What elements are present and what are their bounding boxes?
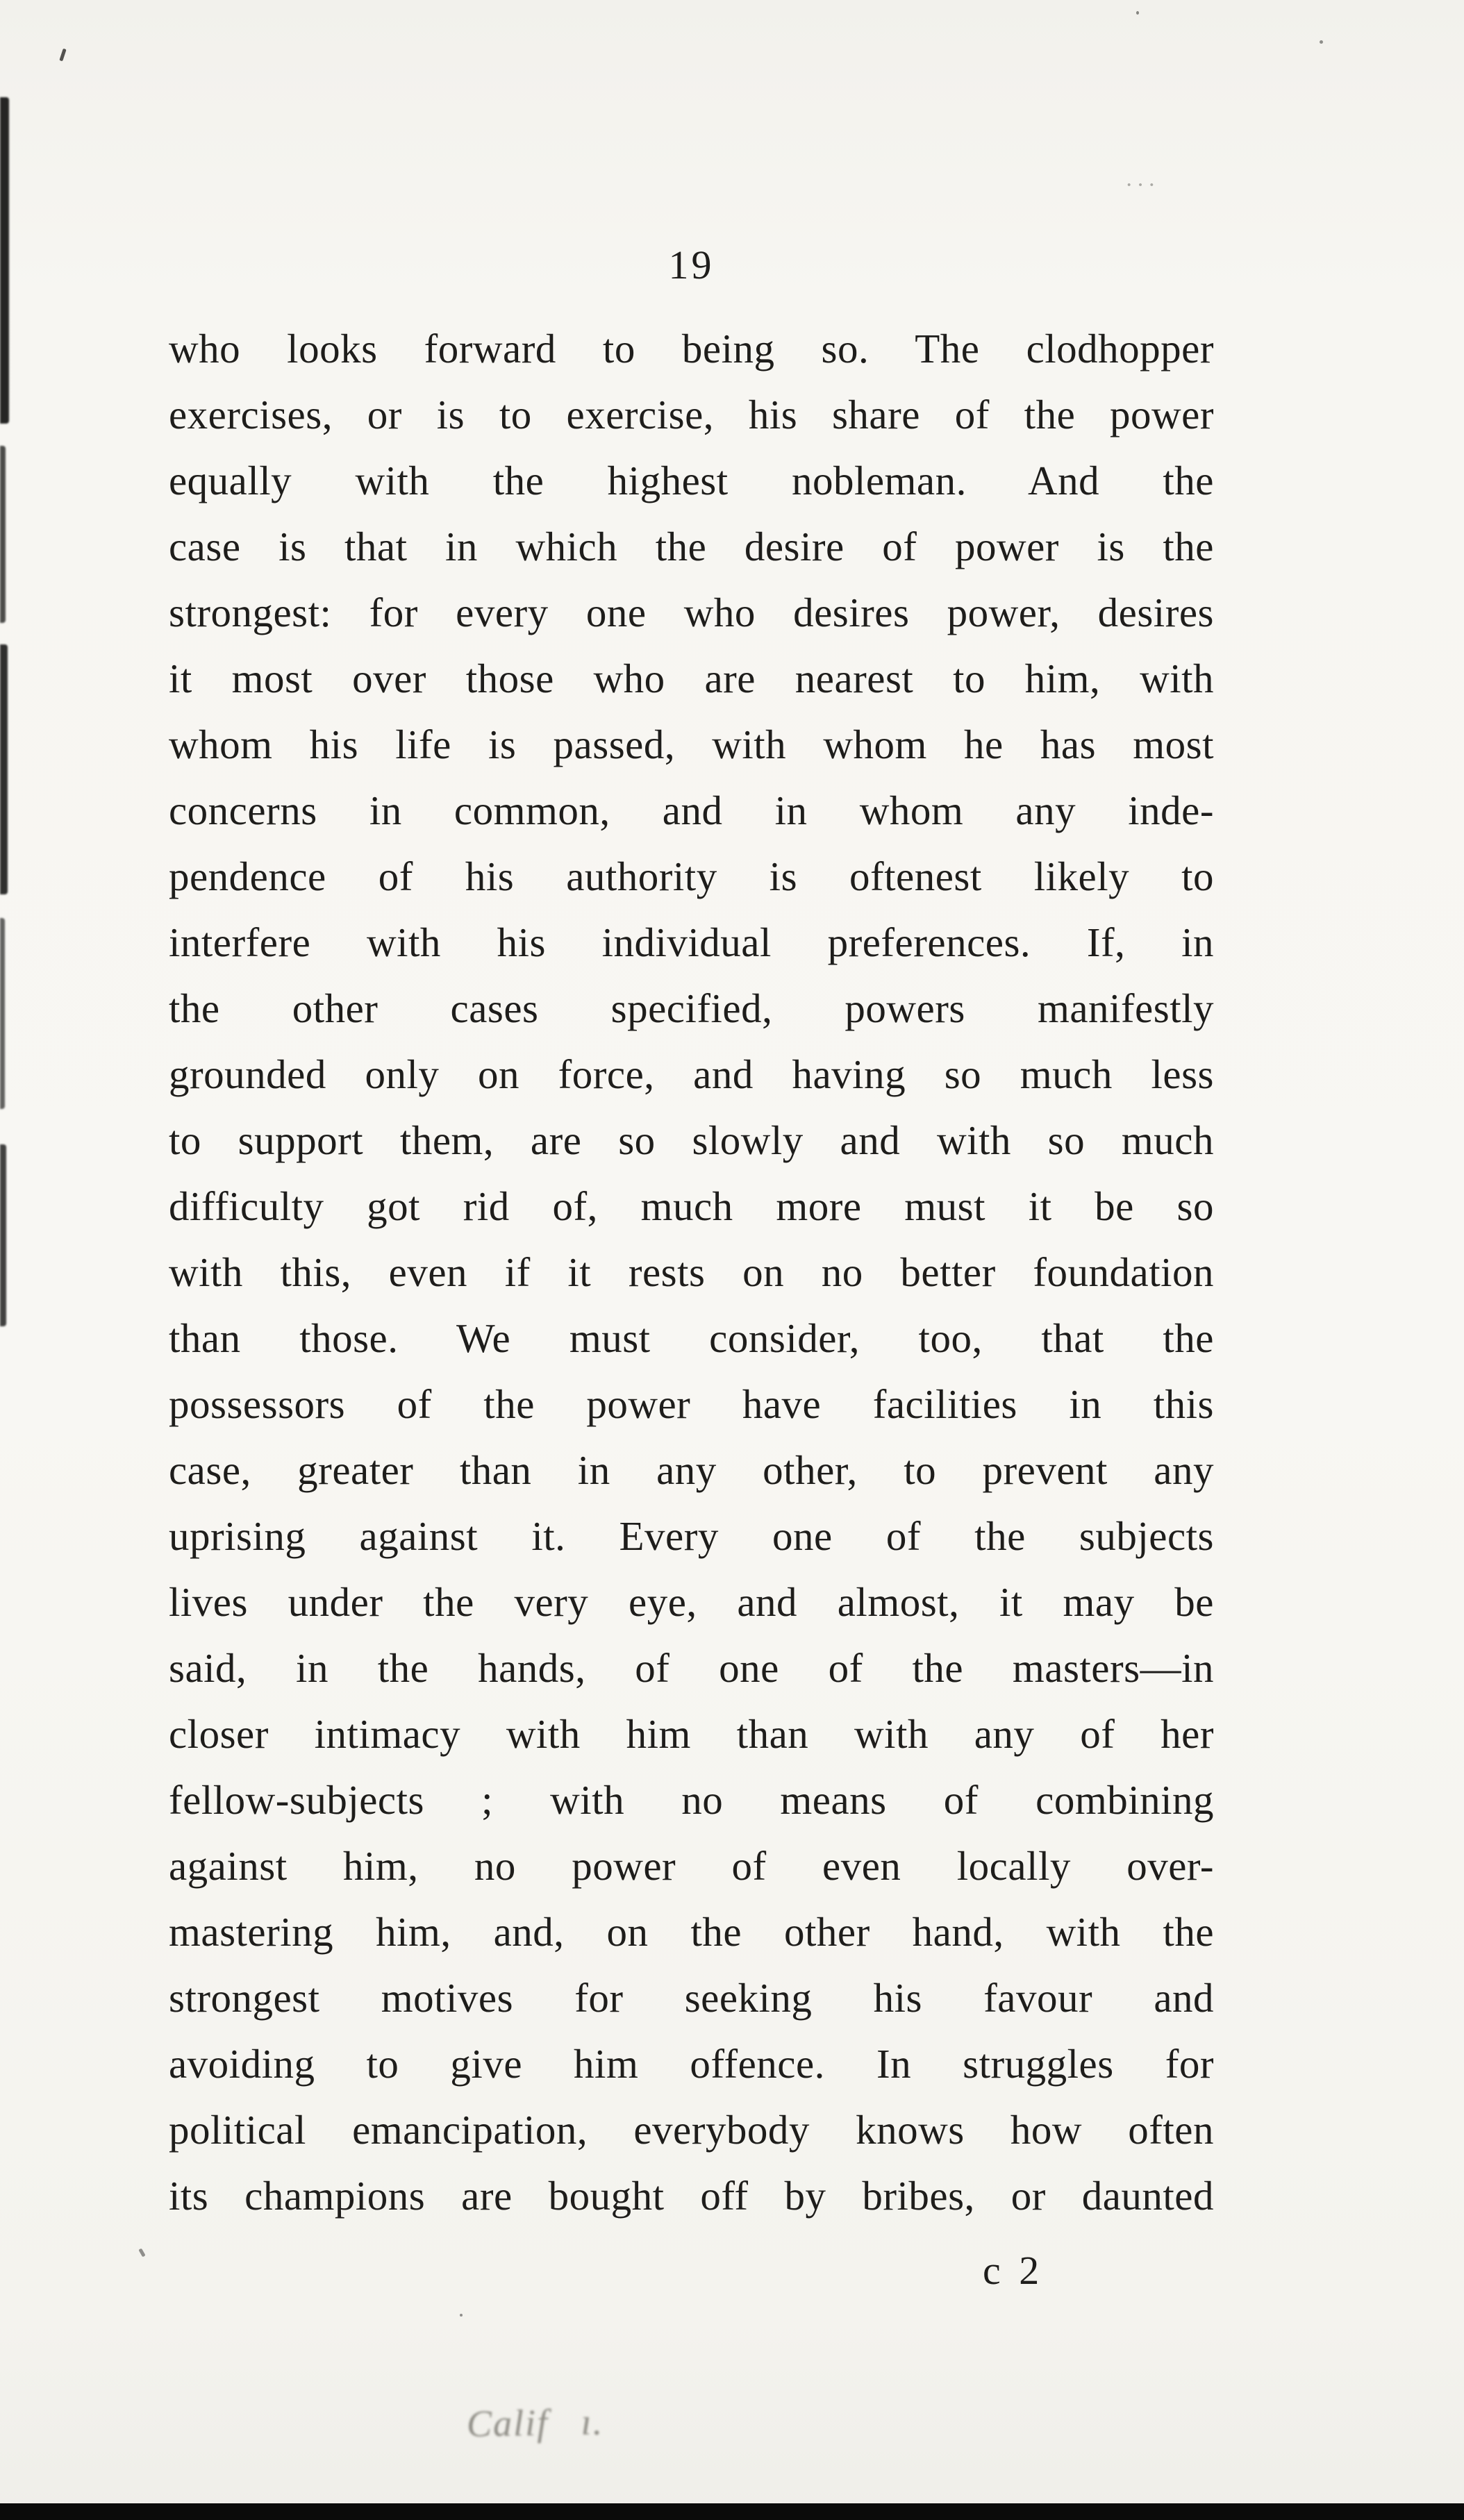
text-line: its champions are bought off by bribes, or daunted (169, 2173, 1214, 2219)
scan-dots: ··· (1125, 172, 1159, 198)
binding-shadow-mark (0, 1144, 6, 1326)
text-line: case is that in which the desire of power is the (169, 524, 1214, 569)
binding-shadow-mark (0, 446, 6, 623)
text-line: with this, even if it rests on no better foundation (169, 1249, 1214, 1295)
text-line: possessors of the power have facilities in this (169, 1381, 1214, 1427)
text-line: than those. We must consider, too, that the (169, 1315, 1214, 1361)
scan-edge-bar (0, 2503, 1464, 2520)
text-line: strongest: for every one who desires power, desires (169, 590, 1214, 635)
text-line: whom his life is passed, with whom he has most (169, 721, 1214, 767)
text-line: it most over those who are nearest to him, with (169, 656, 1214, 701)
scan-speck (59, 49, 66, 62)
text-line: lives under the very eye, and almost, it may be (169, 1579, 1214, 1625)
text-line: pendence of his authority is oftenest likely to (169, 853, 1214, 899)
text-line: equally with the highest nobleman. And the (169, 458, 1214, 503)
text-line: political emancipation, everybody knows how often (169, 2107, 1214, 2153)
text-line: concerns in common, and in whom any inde- (169, 787, 1214, 833)
text-line: fellow-subjects ; with no means of combining (169, 1777, 1214, 1823)
page-number: 19 (668, 242, 715, 287)
text-line: who looks forward to being so. The clodhopper (169, 326, 1214, 372)
library-stamp: Calif ı. (466, 2401, 604, 2445)
text-line: interfere with his individual preferences. If, in (169, 919, 1214, 965)
text-line: difficulty got rid of, much more must it be so (169, 1183, 1214, 1229)
binding-shadow-mark (0, 97, 9, 424)
scan-speck (138, 2248, 145, 2258)
text-line: closer intimacy with him than with any of her (169, 1711, 1214, 1757)
binding-shadow-mark (0, 918, 5, 1109)
text-line: said, in the hands, of one of the masters—in (169, 1645, 1214, 1691)
text-line: mastering him, and, on the other hand, with the (169, 1909, 1214, 1955)
text-line: the other cases specified, powers manifestly (169, 985, 1214, 1031)
text-line: uprising against it. Every one of the subjects (169, 1513, 1214, 1559)
signature-mark: c 2 (983, 2248, 1044, 2293)
scan-speck (1320, 40, 1323, 44)
scan-speck (1136, 11, 1139, 15)
text-line: exercises, or is to exercise, his share of the power (169, 392, 1214, 437)
text-line: strongest motives for seeking his favour and (169, 1975, 1214, 2021)
text-line: case, greater than in any other, to prevent any (169, 1447, 1214, 1493)
text-line: avoiding to give him offence. In struggles for (169, 2041, 1214, 2087)
text-line: grounded only on force, and having so much less (169, 1051, 1214, 1097)
binding-shadow-mark (0, 644, 8, 894)
scan-speck (460, 2314, 463, 2317)
body-text (169, 316, 1214, 2229)
text-line: against him, no power of even locally over- (169, 1843, 1214, 1889)
text-line: to support them, are so slowly and with so much (169, 1117, 1214, 1163)
